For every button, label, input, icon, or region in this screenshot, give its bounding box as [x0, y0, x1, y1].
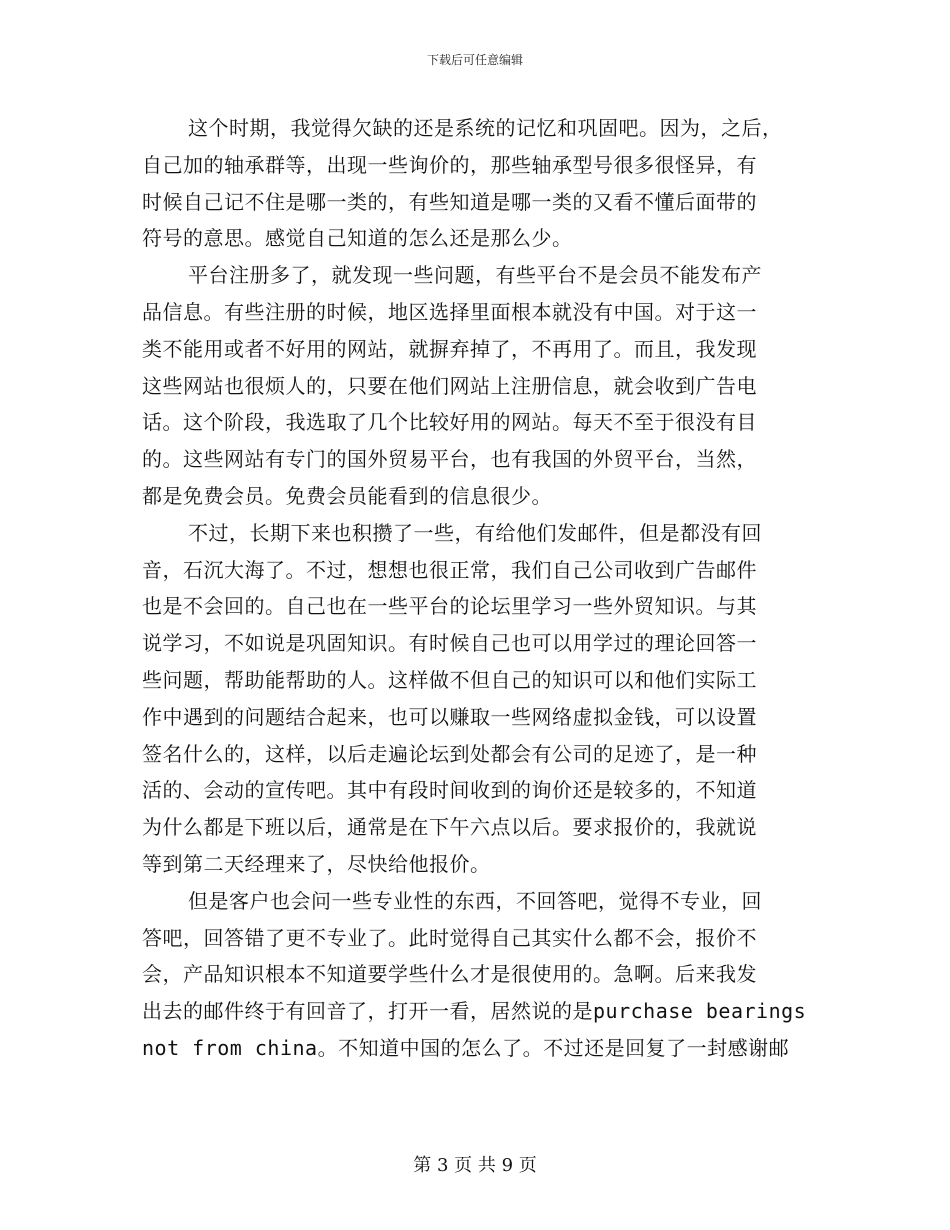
document-body: [142, 110, 810, 1067]
text-line: not from china。不知道中国的怎么了。不过还是回复了一封感谢邮: [142, 1035, 790, 1060]
text-line: 品信息。有些注册的时候，地区选择里面根本就没有中国。对于这一: [142, 299, 757, 324]
paragraph-4: [142, 883, 810, 1067]
text-line: 这个时期，我觉得欠缺的还是系统的记忆和巩固吧。因为，之后，: [188, 116, 783, 140]
text-line: 音，石沉大海了。不过，想想也很正常，我们自己公司收到广告邮件: [142, 557, 757, 582]
text-line: 签名什么的，这样，以后走遍论坛到处都会有公司的足迹了，是一种: [142, 741, 757, 766]
text-line: 活的、会动的宣传吧。其中有段时间收到的询价还是较多的，不知道: [142, 778, 757, 803]
text-line: 些问题，帮助能帮助的人。这样做不但自己的知识可以和他们实际工: [142, 667, 757, 692]
text-line: 话。这个阶段，我选取了几个比较好用的网站。每天不至于很没有目: [142, 410, 757, 435]
paragraph-1: [142, 110, 810, 257]
text-line: 时候自己记不住是哪一类的，有些知道是哪一类的又看不懂后面带的: [142, 189, 757, 214]
text-line: 答吧，回答错了更不专业了。此时觉得自己其实什么都不会，报价不: [142, 925, 757, 950]
paragraph-3: [142, 515, 810, 883]
text-line: 会，产品知识根本不知道要学些什么才是很使用的。急啊。后来我发: [142, 962, 757, 987]
text-line: 为什么都是下班以后，通常是在下午六点以后。要求报价的，我就说: [142, 815, 757, 840]
text-line: 符号的意思。感觉自己知道的怎么还是那么少。: [142, 226, 573, 251]
text-line: 都是免费会员。免费会员能看到的信息很少。: [142, 483, 552, 508]
text-line: 不过，长期下来也积攒了一些，有给他们发邮件，但是都没有回: [188, 520, 762, 545]
text-line: 作中遇到的问题结合起来，也可以赚取一些网络虚拟金钱，可以设置: [142, 704, 757, 729]
text-line: 说学习，不如说是巩固知识。有时候自己也可以用学过的理论回答一: [142, 631, 757, 656]
page-header: 下载后可任意编辑: [426, 53, 523, 67]
text-line: 也是不会回的。自己也在一些平台的论坛里学习一些外贸知识。与其: [142, 594, 757, 619]
text-line: 类不能用或者不好用的网站，就摒弃掉了，不再用了。而且，我发现: [142, 336, 757, 361]
text-line: 等到第二天经理来了，尽快给他报价。: [142, 851, 491, 876]
paragraph-2: [142, 257, 810, 515]
text-line: 但是客户也会问一些专业性的东西，不回答吧，觉得不专业，回: [188, 888, 762, 913]
text-line: 的。这些网站有专门的国外贸易平台，也有我国的外贸平台，当然，: [142, 447, 757, 472]
text-line: 出去的邮件终于有回音了，打开一看，居然说的是purchase bearings: [142, 999, 807, 1024]
page-footer: 第 3 页 共 9 页: [413, 1155, 537, 1176]
text-line: 平台注册多了，就发现一些问题，有些平台不是会员不能发布产: [188, 263, 762, 288]
text-line: 这些网站也很烦人的，只要在他们网站上注册信息，就会收到广告电: [142, 373, 757, 398]
text-line: 自己加的轴承群等，出现一些询价的，那些轴承型号很多很怪异，有: [142, 152, 757, 177]
